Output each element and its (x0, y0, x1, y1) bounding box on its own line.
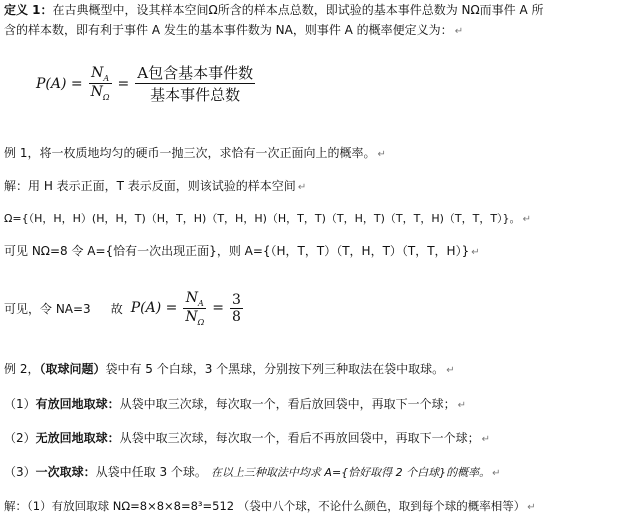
numerator-subscript: A (198, 298, 204, 308)
sample-space-text: Ω={（H，H，H）(H，H，T)（H，T，H)（T，H，H)（H，T，T)（T，H，T)（T，T，H)（T，T，T）}。 (4, 212, 521, 225)
definition-text-1: 在古典概型中，设其样本空间Ω所含的样本点总数，即试验的基本事件总数为 NΩ而事件 A 所 (52, 3, 544, 17)
denominator-subscript: Ω (197, 317, 205, 327)
definition-line-1 (4, 2, 544, 18)
example2-solution-text: 解：（1）有放回取球 NΩ=8×8×8=8³=512 （袋中八个球，不论什么颜色，取到每个球的概率相等） (4, 499, 526, 513)
count-numerator: A包含基本事件数 (137, 64, 254, 82)
example2-tag: （取球问题） (39, 362, 106, 376)
definition-line-2 (4, 22, 463, 40)
probability-definition-formula (36, 62, 255, 105)
fraction-na-over-nomega (89, 65, 112, 102)
value-numerator: 3 (231, 291, 241, 308)
fraction-denominator: N (90, 84, 103, 100)
paragraph-mark: ↵ (522, 214, 531, 225)
example1-event-line (4, 243, 480, 261)
paragraph-mark: ↵ (377, 149, 386, 160)
example1-solution-text: 解：用 H 表示正面，T 表示反面，则该试验的样本空间 (4, 179, 296, 193)
paragraph-mark: ↵ (481, 434, 491, 445)
example2-prefix: 例 2， (4, 362, 40, 376)
equals-sign: = (117, 75, 130, 92)
item-text: 从袋中取三次球，每次取一个，看后放回袋中，再取下一个球； (119, 397, 456, 411)
example1-problem (4, 145, 386, 163)
paragraph-mark: ↵ (297, 182, 307, 193)
example1-conclusion (4, 290, 243, 327)
example2-solution (4, 498, 536, 516)
item-number: （2） (4, 431, 36, 445)
fraction-numerator: N (91, 65, 104, 82)
paragraph-mark: ↵ (471, 247, 480, 258)
item-title: 有放回地取球： (35, 397, 120, 411)
fraction-three-eighths (230, 292, 243, 325)
item-text: 从袋中取三次球，每次取一个，看后不再放回袋中，再取下一个球； (119, 431, 480, 445)
item-title: 无放回地取球： (35, 431, 120, 445)
paragraph-mark: ↵ (492, 468, 501, 479)
paragraph-mark: ↵ (454, 26, 464, 37)
example1-solution (4, 178, 306, 196)
fraction-denominator: N (185, 308, 198, 325)
example2-item-3 (4, 464, 501, 482)
fraction-na-over-nomega (183, 290, 206, 327)
item-number: （1） (4, 397, 36, 411)
paragraph-mark: ↵ (457, 400, 467, 411)
example1-problem-text: 例 1，将一枚质地均匀的硬币一抛三次，求恰有一次正面向上的概率。 (4, 146, 376, 160)
item-italic-question: 在以上三种取法中均求 A={恰好取得 2 个白球}的概率。 (210, 466, 491, 479)
count-denominator: 基本事件总数 (150, 86, 241, 104)
denominator-subscript: Ω (102, 92, 110, 102)
definition-label: 定义 1： (4, 3, 53, 17)
item-text: 从袋中任取 3 个球。 (95, 465, 207, 479)
example2-problem-text: 袋中有 5 个白球，3 个黑球，分别按下列三种取法在袋中取球。 (105, 362, 445, 376)
paragraph-mark: ↵ (446, 365, 455, 376)
value-denominator: 8 (231, 308, 241, 325)
equals-sign: = (212, 300, 224, 317)
example2-item-2 (4, 430, 490, 448)
example2-problem (4, 361, 455, 379)
conclusion-prefix: 可见，令 NA=3 (4, 301, 91, 316)
definition-text-2: 含的样本数，即有利于事件 A 发生的基本事件数为 NA，则事件 A 的概率便定义为： (4, 23, 453, 37)
conclusion-lhs: P(A) = (130, 300, 178, 317)
conclusion-gu: 故 (110, 301, 123, 316)
event-definition-text: 可见 NΩ=8 令 A={恰有一次出现正面}，则 A={（H，T，T）（T，H，T）（T，T，H）} (4, 244, 470, 258)
example1-sample-space (4, 211, 531, 228)
example2-item-1 (4, 396, 466, 414)
fraction-count-ratio (135, 62, 255, 105)
paragraph-mark: ↵ (527, 502, 536, 513)
numerator-subscript: A (103, 74, 110, 83)
item-number: （3） (4, 465, 36, 479)
formula-lhs: P(A) = (36, 75, 83, 92)
fraction-numerator: N (185, 290, 199, 306)
item-title: 一次取球： (35, 465, 96, 479)
